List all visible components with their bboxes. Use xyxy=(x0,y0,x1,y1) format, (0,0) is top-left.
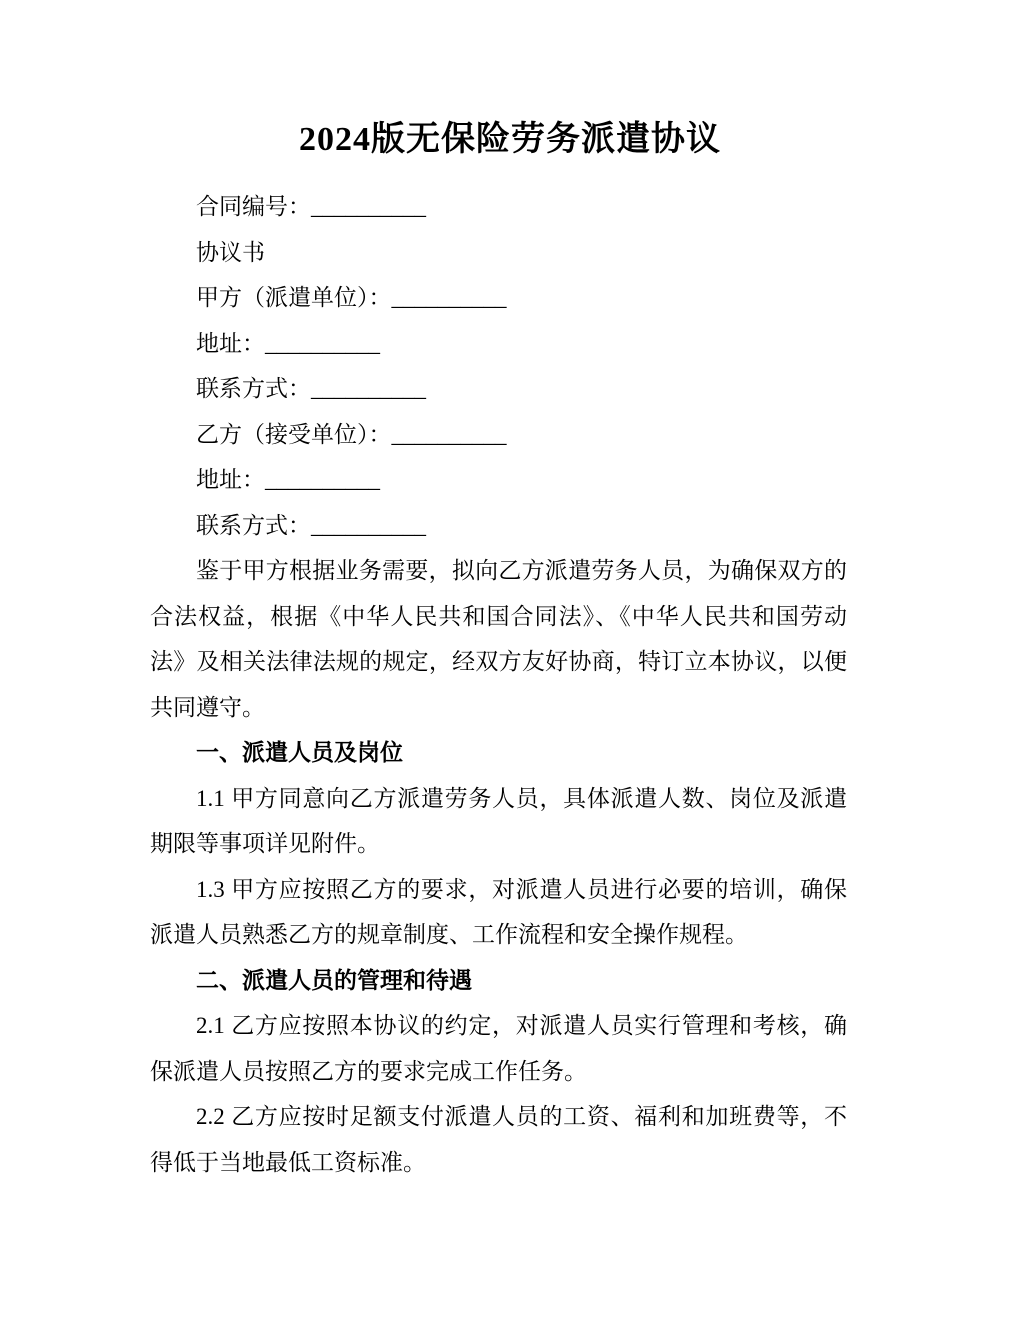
preamble-paragraph: 鉴于甲方根据业务需要，拟向乙方派遣劳务人员，为确保双方的合法权益，根据《中华人民共和国合同法》、《中华人民共和国劳动法》及相关法律法规的规定，经双方友好协商，特订立本协议，以便共同遵守。 xyxy=(150,558,847,720)
document-body xyxy=(150,184,847,1185)
document-title: 2024版无保险劳务派遣协议 xyxy=(299,121,721,158)
clause-2-2: 2.2 乙方应按时足额支付派遣人员的工资、福利和加班费等，不得低于当地最低工资标准。 xyxy=(150,1104,847,1175)
field-party-a: 甲方（派遣单位）：__________ xyxy=(196,285,507,310)
section-2-heading: 二、派遣人员的管理和待遇 xyxy=(196,967,472,993)
clause-1-1: 1.1 甲方同意向乙方派遣劳务人员，具体派遣人数、岗位及派遣期限等事项详见附件。 xyxy=(150,785,847,856)
field-party-a-address: 地址：__________ xyxy=(196,330,380,356)
field-party-b-contact: 联系方式：__________ xyxy=(196,512,426,538)
clause-1-3: 1.3 甲方应按照乙方的要求，对派遣人员进行必要的培训，确保派遣人员熟悉乙方的规章制度、工作流程和安全操作规程。 xyxy=(150,876,847,947)
field-agreement-label: 协议书 xyxy=(196,239,265,265)
clause-2-1: 2.1 乙方应按照本协议的约定，对派遣人员实行管理和考核，确保派遣人员按照乙方的要求完成工作任务。 xyxy=(150,1013,847,1084)
field-party-b: 乙方（接受单位）：__________ xyxy=(196,421,507,447)
field-party-b-address: 地址：__________ xyxy=(196,467,380,492)
field-party-a-contact: 联系方式：__________ xyxy=(196,376,426,401)
field-contract-number: 合同编号：__________ xyxy=(196,194,426,219)
section-1-heading: 一、派遣人员及岗位 xyxy=(196,740,403,765)
